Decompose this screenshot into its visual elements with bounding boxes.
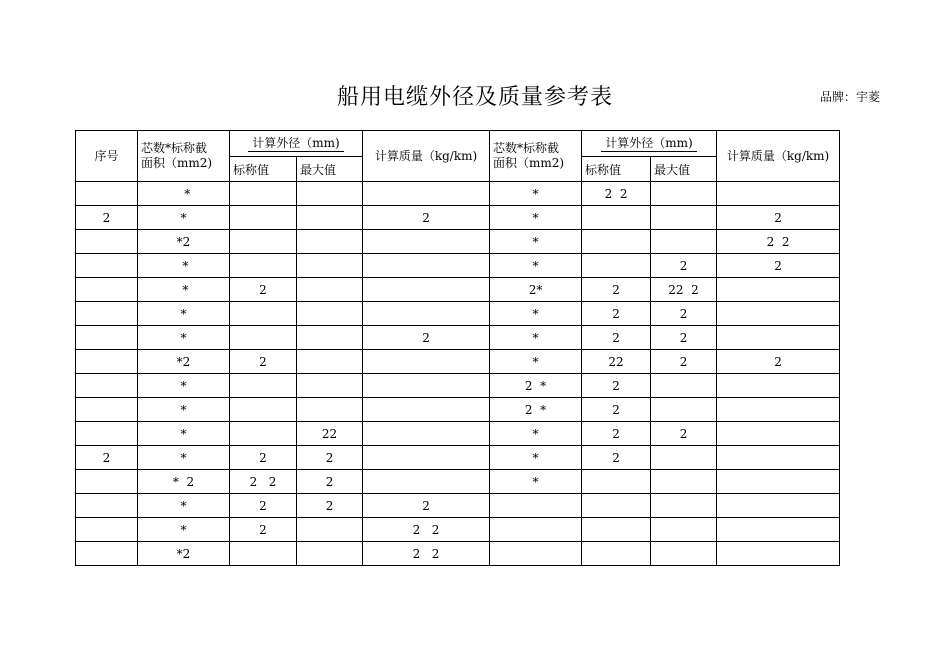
cell-max-b [651,470,717,494]
cell-max-b [651,374,717,398]
header-max: 最大值 [297,157,363,182]
cell-max: 2 [297,446,363,470]
cell-seq [76,518,138,542]
cell-max-b [651,446,717,470]
cell-nominal-b [582,254,651,278]
cell-max-b: 2 [651,350,717,374]
cell-core-area: * [138,374,230,398]
cell-seq [76,278,138,302]
cell-weight [363,182,490,206]
header-outer-diameter-b-label: 计算外径（mm) [601,135,696,152]
table-row [76,302,840,326]
cell-max-b: 2 [651,326,717,350]
cell-seq [76,470,138,494]
cell-seq [76,230,138,254]
cell-max [297,518,363,542]
cell-nominal-b: 2 [582,398,651,422]
cell-core-area: * [138,206,230,230]
cell-weight-b: 2 2 [717,230,840,254]
cable-reference-table [75,130,840,566]
page-title: 船用电缆外径及质量参考表 [336,85,613,110]
cell-core-area: * [138,182,230,206]
table-row [76,518,840,542]
cell-max [297,398,363,422]
cell-weight-b: 2 [717,206,840,230]
table-row [76,326,840,350]
cell-max [297,206,363,230]
header-outer-diameter [230,131,363,157]
cell-weight-b [717,302,840,326]
table-row [76,398,840,422]
cell-max [297,374,363,398]
cell-core-area-b: * [490,230,582,254]
cell-nominal: 2 [230,446,297,470]
header-core-area: 芯数*标称截 面积（mm2) [138,131,230,182]
cell-nominal [230,374,297,398]
cell-weight-b [717,446,840,470]
cell-nominal [230,422,297,446]
cell-nominal [230,302,297,326]
cell-max [297,350,363,374]
cell-nominal-b [582,206,651,230]
cell-weight [363,470,490,494]
cell-weight [363,230,490,254]
cell-nominal: 2 [230,494,297,518]
cell-nominal-b [582,230,651,254]
cell-weight [363,398,490,422]
cell-core-area: * [138,278,230,302]
cell-core-area-b: * [490,182,582,206]
table-row [76,206,840,230]
cell-nominal-b: 2 [582,326,651,350]
cell-max-b [651,518,717,542]
header-max-b: 最大值 [651,157,717,182]
cell-weight-b: 2 [717,350,840,374]
cell-core-area: * [138,302,230,326]
header-outer-diameter-b [582,131,717,157]
cell-core-area: *2 [138,230,230,254]
cell-core-area-b: 2* [490,278,582,302]
cell-core-area-b: * [490,254,582,278]
cell-nominal-b: 2 [582,422,651,446]
cell-max-b [651,494,717,518]
cell-max-b [651,398,717,422]
cell-max [297,278,363,302]
cell-nominal [230,230,297,254]
cell-weight: 2 [363,326,490,350]
cell-nominal [230,326,297,350]
cell-seq [76,422,138,446]
cell-seq [76,302,138,326]
cell-seq [76,398,138,422]
cell-weight [363,278,490,302]
cell-weight: 2 2 [363,542,490,566]
cell-seq [76,254,138,278]
header-core-area-b: 芯数*标称截 面积（mm2) [490,131,582,182]
table-row [76,350,840,374]
cell-nominal [230,206,297,230]
cell-nominal-b: 22 [582,350,651,374]
cell-weight: 2 [363,494,490,518]
cell-core-area: * [138,422,230,446]
cell-weight: 2 [363,206,490,230]
cell-core-area: * [138,518,230,542]
cell-core-area-b [490,542,582,566]
cell-core-area-b: * [490,422,582,446]
cell-seq [76,542,138,566]
table-row [76,422,840,446]
cell-nominal-b [582,494,651,518]
cell-weight-b [717,470,840,494]
cell-seq [76,374,138,398]
header-weight-b: 计算质量（kg/km) [717,131,840,182]
table-row [76,374,840,398]
cell-max [297,326,363,350]
cell-seq [76,350,138,374]
cell-core-area: * [138,398,230,422]
cell-nominal: 2 [230,350,297,374]
cell-core-area: * 2 [138,470,230,494]
cell-core-area: * [138,326,230,350]
cell-nominal-b [582,470,651,494]
cell-weight-b [717,518,840,542]
cell-max: 2 [297,494,363,518]
table-row [76,542,840,566]
cell-core-area-b: 2 * [490,398,582,422]
cell-seq [76,494,138,518]
cell-max-b: 2 [651,254,717,278]
cell-max: 22 [297,422,363,446]
cell-core-area-b: * [490,206,582,230]
cell-weight [363,254,490,278]
table-row [76,182,840,206]
cell-max [297,302,363,326]
header-nominal: 标称值 [230,157,297,182]
cell-weight-b [717,326,840,350]
cell-weight-b [717,278,840,302]
cell-max-b: 2 [651,422,717,446]
header-nominal-b: 标称值 [582,157,651,182]
cell-weight: 2 2 [363,518,490,542]
cell-weight [363,350,490,374]
cell-core-area-b: * [490,446,582,470]
cell-weight-b [717,398,840,422]
cell-weight-b [717,542,840,566]
cell-max-b [651,230,717,254]
cell-max [297,182,363,206]
cell-core-area-b [490,518,582,542]
cell-nominal-b: 2 [582,278,651,302]
cell-max [297,542,363,566]
cell-core-area: * [138,446,230,470]
cell-nominal [230,398,297,422]
cell-nominal-b: 2 [582,302,651,326]
cell-nominal: 2 [230,518,297,542]
cell-seq: 2 [76,206,138,230]
header-weight: 计算质量（kg/km) [363,131,490,182]
cell-core-area: *2 [138,542,230,566]
cell-core-area-b: * [490,350,582,374]
cell-nominal-b [582,542,651,566]
cell-max-b [651,206,717,230]
cell-weight-b [717,182,840,206]
cell-nominal: 2 [230,278,297,302]
brand-label: 品牌：宇菱 [820,90,881,104]
cell-core-area: * [138,494,230,518]
cell-max-b: 22 2 [651,278,717,302]
cell-seq [76,326,138,350]
cell-weight-b [717,422,840,446]
cell-nominal: 2 2 [230,470,297,494]
cell-max: 2 [297,470,363,494]
cell-weight-b [717,374,840,398]
cell-weight [363,422,490,446]
cell-core-area-b: * [490,470,582,494]
cell-core-area: *2 [138,350,230,374]
table-row [76,470,840,494]
table-body [76,182,840,566]
cell-nominal [230,254,297,278]
cell-weight [363,446,490,470]
cell-max-b [651,542,717,566]
table-row [76,446,840,470]
cell-core-area: * [138,254,230,278]
table-row [76,278,840,302]
cell-nominal-b: 2 [582,374,651,398]
cell-core-area-b: 2 * [490,374,582,398]
cell-core-area-b: * [490,326,582,350]
cell-weight-b [717,494,840,518]
cell-weight [363,302,490,326]
cell-weight [363,374,490,398]
cell-core-area-b [490,494,582,518]
cell-max-b [651,182,717,206]
cell-nominal-b: 2 2 [582,182,651,206]
cell-nominal [230,542,297,566]
cell-seq [76,182,138,206]
header-seq: 序号 [76,131,138,182]
cell-nominal-b [582,518,651,542]
cell-nominal-b: 2 [582,446,651,470]
cell-max [297,254,363,278]
table-row [76,254,840,278]
cell-max-b: 2 [651,302,717,326]
cell-core-area-b: * [490,302,582,326]
cell-seq: 2 [76,446,138,470]
cell-nominal [230,182,297,206]
header-outer-diameter-label: 计算外径（mm) [248,135,343,152]
table-row [76,230,840,254]
cell-weight-b: 2 [717,254,840,278]
cell-max [297,230,363,254]
table-row [76,494,840,518]
header-row-1 [76,131,840,157]
